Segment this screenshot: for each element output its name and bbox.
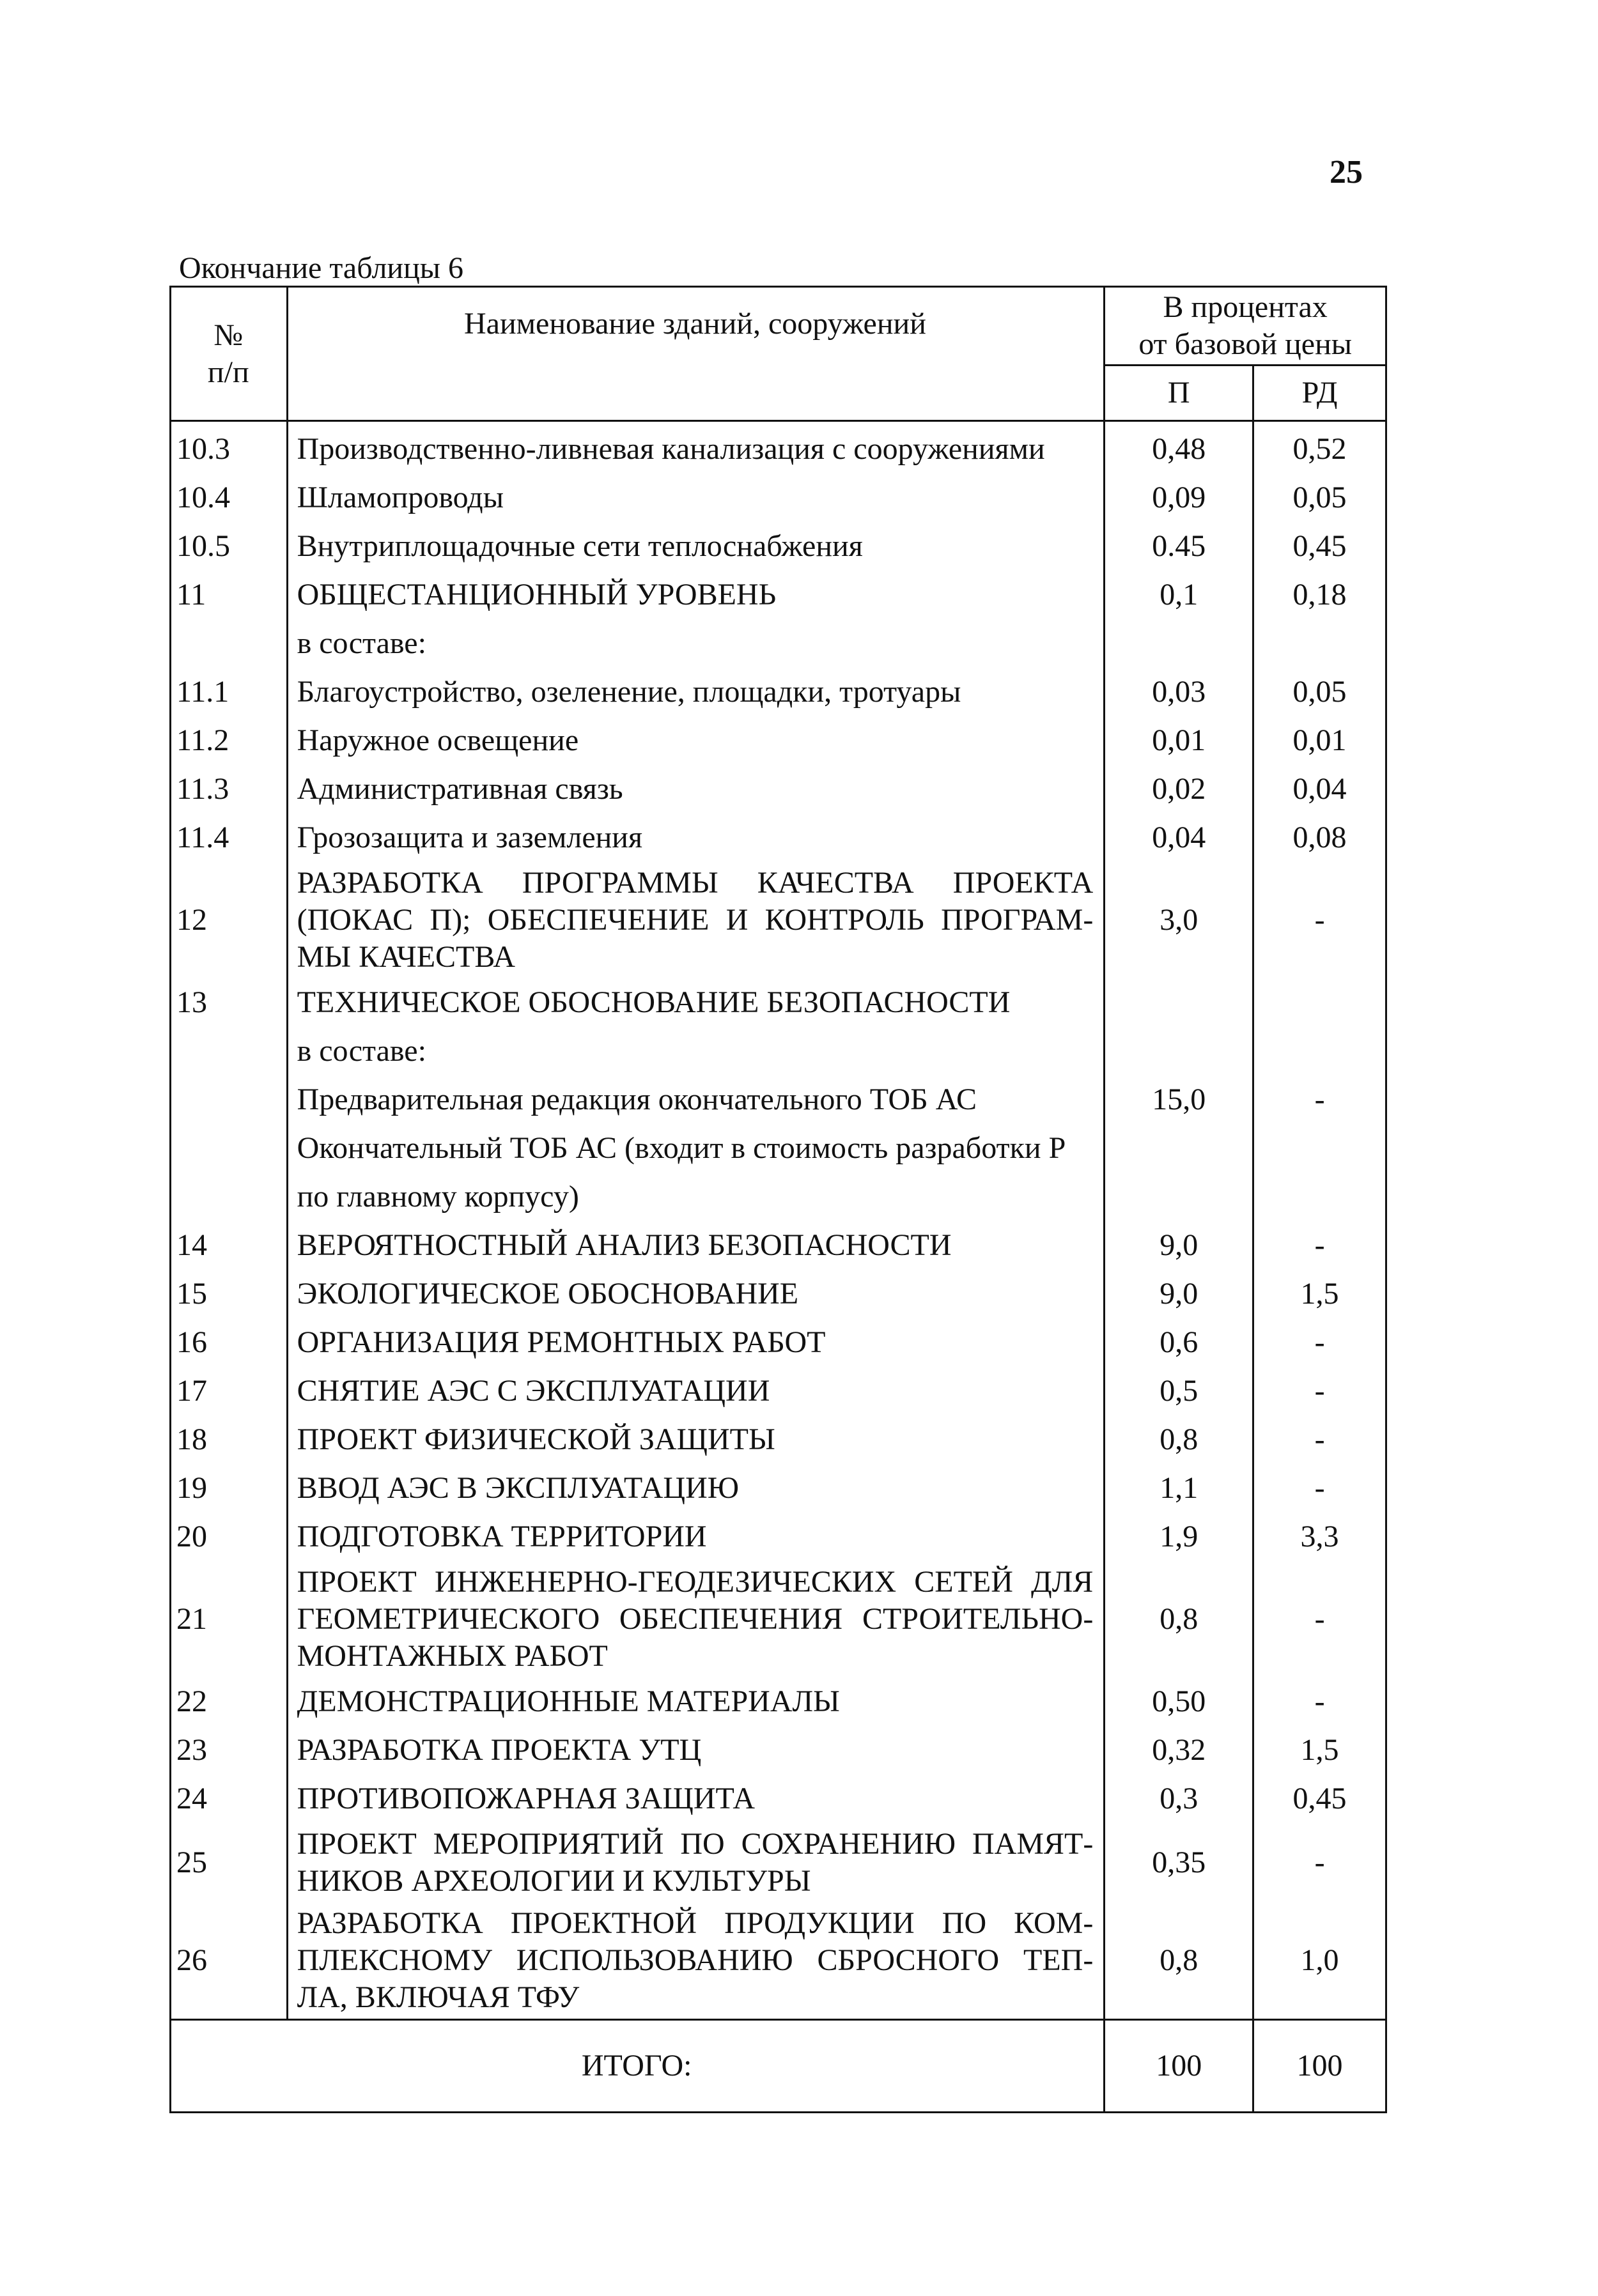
table-row (171, 668, 1386, 716)
row-name: Предварительная редакция окончательного ТОБ АС (287, 1075, 1105, 1124)
row-value-p (1105, 1173, 1253, 1221)
table-row (171, 765, 1386, 813)
table-row (171, 1221, 1386, 1270)
row-value-rd: 1,0 (1300, 1943, 1339, 1977)
table-body (171, 421, 1386, 2020)
row-value-p: 0,6 (1105, 1318, 1253, 1367)
row-value-p: 9,0 (1105, 1270, 1253, 1318)
table-row (171, 1677, 1386, 1726)
row-number: 10.3 (171, 421, 288, 474)
row-value-rd (1253, 1027, 1386, 1075)
row-name: Производственно-ливневая канализация с сооружениями (287, 421, 1105, 474)
row-name: ПРОЕКТ ФИЗИЧЕСКОЙ ЗАЩИТЫ (287, 1415, 1105, 1464)
table-row (171, 862, 1386, 978)
row-value-rd: 0,05 (1292, 481, 1347, 514)
table-row (171, 1270, 1386, 1318)
row-name: Наружное освещение (287, 716, 1105, 765)
row-name: в составе: (287, 1027, 1105, 1075)
row-value-p (1105, 1027, 1253, 1075)
row-number (171, 1027, 288, 1075)
row-value-rd: - (1314, 1325, 1325, 1359)
row-name: по главному корпусу) (287, 1173, 1105, 1221)
row-number: 19 (171, 1464, 288, 1513)
row-name: ПРОТИВОПОЖАРНАЯ ЗАЩИТА (287, 1775, 1105, 1823)
row-name: СНЯТИЕ АЭС С ЭКСПЛУАТАЦИИ (287, 1367, 1105, 1415)
row-number: 15 (171, 1270, 288, 1318)
row-value-rd: - (1314, 1083, 1325, 1116)
table-row (171, 1902, 1386, 2020)
row-value-p: 9,0 (1105, 1221, 1253, 1270)
row-name: ВВОД АЭС В ЭКСПЛУАТАЦИЮ (287, 1464, 1105, 1513)
table-row (171, 1173, 1386, 1221)
table-caption: Окончание таблицы 6 (179, 251, 464, 285)
row-name: ПРОЕКТ ИНЖЕНЕРНО-ГЕОДЕЗИЧЕСКИХ СЕТЕЙ ДЛЯ ГЕОМЕТРИЧЕСКОГО ОБЕСПЕЧЕНИЯ СТРОИТЕЛЬНО-МОНТАЖНЫХ РАБОТ (287, 1561, 1105, 1677)
row-name: Шламопроводы (287, 474, 1105, 522)
table-row (171, 1415, 1386, 1464)
row-name: ТЕХНИЧЕСКОЕ ОБОСНОВАНИЕ БЕЗОПАСНОСТИ (287, 978, 1105, 1027)
row-name: РАЗРАБОТКА ПРОЕКТНОЙ ПРОДУКЦИИ ПО КОМ-ПЛЕКСНОМУ ИСПОЛЬЗОВАНИЮ СБРОСНОГО ТЕП-ЛА, ВКЛЮЧАЯ ТФУ (287, 1902, 1105, 2020)
total-label: ИТОГО: (171, 2020, 1105, 2113)
row-name: Внутриплощадочные сети теплоснабжения (287, 522, 1105, 571)
row-number: 13 (171, 978, 288, 1027)
page-number: 25 (1330, 154, 1363, 190)
table-row (171, 978, 1386, 1027)
row-value-rd: - (1314, 1602, 1325, 1636)
row-number: 20 (171, 1513, 288, 1561)
table-row (171, 1318, 1386, 1367)
row-value-p: 0,8 (1105, 1415, 1253, 1464)
table-row (171, 474, 1386, 522)
header-percent (1105, 287, 1386, 366)
row-value-p: 0.45 (1105, 522, 1253, 571)
row-name: РАЗРАБОТКА ПРОГРАММЫ КАЧЕСТВА ПРОЕКТА (ПОКАС П); ОБЕСПЕЧЕНИЕ И КОНТРОЛЬ ПРОГРАМ-МЫ КАЧЕСТВА (287, 862, 1105, 978)
table-row (171, 1823, 1386, 1902)
row-value-rd: 0,45 (1292, 529, 1347, 563)
table-row (171, 1464, 1386, 1513)
table-row (171, 1124, 1386, 1173)
row-number: 21 (171, 1561, 288, 1677)
table-row (171, 522, 1386, 571)
row-value-rd: - (1314, 1374, 1325, 1408)
row-value-rd: 0,52 (1253, 421, 1386, 474)
table-row (171, 1075, 1386, 1124)
table-row (171, 1561, 1386, 1677)
row-value-rd: - (1314, 1422, 1325, 1456)
row-value-rd: 1,5 (1300, 1277, 1339, 1311)
row-number: 18 (171, 1415, 288, 1464)
table-row (171, 1513, 1386, 1561)
table-row (171, 421, 1386, 474)
row-name: ОРГАНИЗАЦИЯ РЕМОНТНЫХ РАБОТ (287, 1318, 1105, 1367)
row-name: Административная связь (287, 765, 1105, 813)
row-value-p: 0,1 (1105, 571, 1253, 619)
row-value-rd: 3,3 (1300, 1520, 1339, 1553)
header-col-p: П (1105, 366, 1253, 421)
table-row (171, 1775, 1386, 1823)
table-row (171, 716, 1386, 765)
row-value-rd (1253, 1124, 1386, 1173)
row-value-p: 0,03 (1105, 668, 1253, 716)
row-number: 23 (171, 1726, 288, 1775)
header-percent-line2: от базовой цены (1138, 327, 1353, 361)
row-value-rd: - (1314, 903, 1325, 937)
row-value-p: 0,5 (1105, 1367, 1253, 1415)
row-value-rd: 0,05 (1292, 675, 1347, 709)
table-row (171, 1726, 1386, 1775)
row-number: 11.4 (171, 813, 288, 862)
table-row (171, 813, 1386, 862)
row-value-p (1105, 619, 1253, 668)
row-number: 25 (171, 1823, 288, 1902)
row-value-p: 0,3 (1105, 1775, 1253, 1823)
row-value-p: 0,02 (1105, 765, 1253, 813)
row-value-p: 3,0 (1105, 862, 1253, 978)
header-number-symbol: № (213, 318, 244, 352)
total-rd: 100 (1253, 2020, 1386, 2113)
total-row (171, 2020, 1386, 2113)
row-number: 17 (171, 1367, 288, 1415)
row-value-p: 0,09 (1105, 474, 1253, 522)
row-name: Окончательный ТОБ АС (входит в стоимость разработки Р (287, 1124, 1105, 1173)
row-value-rd: 1,5 (1300, 1733, 1339, 1767)
row-value-p (1105, 1124, 1253, 1173)
table-row (171, 571, 1386, 619)
row-value-p: 0,8 (1105, 1902, 1253, 2020)
table-row (171, 1027, 1386, 1075)
cost-table (169, 286, 1387, 2113)
row-number: 14 (171, 1221, 288, 1270)
header-name: Наименование зданий, сооружений (287, 287, 1105, 421)
row-name: ДЕМОНСТРАЦИОННЫЕ МАТЕРИАЛЫ (287, 1677, 1105, 1726)
row-value-rd: - (1314, 1845, 1325, 1879)
row-value-rd (1253, 978, 1386, 1027)
row-value-rd: - (1314, 1684, 1325, 1718)
row-number: 11.3 (171, 765, 288, 813)
total-p: 100 (1105, 2020, 1253, 2113)
row-number: 26 (171, 1902, 288, 2020)
row-number: 11.2 (171, 716, 288, 765)
row-number: 24 (171, 1775, 288, 1823)
row-number: 10.4 (171, 474, 288, 522)
row-value-rd (1253, 1173, 1386, 1221)
row-value-rd: 0,01 (1292, 723, 1347, 757)
row-name: ОБЩЕСТАНЦИОННЫЙ УРОВЕНЬ (287, 571, 1105, 619)
row-value-rd (1253, 619, 1386, 668)
row-value-p (1105, 978, 1253, 1027)
table-row (171, 619, 1386, 668)
row-value-rd: 0,18 (1292, 578, 1347, 612)
row-name: ВЕРОЯТНОСТНЫЙ АНАЛИЗ БЕЗОПАСНОСТИ (287, 1221, 1105, 1270)
table-row (171, 1367, 1386, 1415)
row-name: РАЗРАБОТКА ПРОЕКТА УТЦ (287, 1726, 1105, 1775)
header-number (171, 287, 288, 421)
row-value-rd: 0,04 (1292, 772, 1347, 806)
row-number: 10.5 (171, 522, 288, 571)
header-number-abbr: п/п (207, 355, 249, 389)
row-value-p: 0,01 (1105, 716, 1253, 765)
row-name: ПРОЕКТ МЕРОПРИЯТИЙ ПО СОХРАНЕНИЮ ПАМЯТ-НИКОВ АРХЕОЛОГИИ И КУЛЬТУРЫ (287, 1823, 1105, 1902)
row-value-p: 0,35 (1105, 1823, 1253, 1902)
row-value-p: 0,8 (1105, 1561, 1253, 1677)
row-value-rd: - (1314, 1228, 1325, 1262)
row-value-p: 0,04 (1105, 813, 1253, 862)
row-number: 11.1 (171, 668, 288, 716)
row-value-p: 0,48 (1105, 421, 1253, 474)
row-value-rd: - (1314, 1471, 1325, 1505)
row-name: Грозозащита и заземления (287, 813, 1105, 862)
row-name: Благоустройство, озеленение, площадки, тротуары (287, 668, 1105, 716)
row-value-p: 15,0 (1105, 1075, 1253, 1124)
row-number (171, 1075, 288, 1124)
row-value-rd: 0,08 (1292, 821, 1347, 854)
row-number: 11 (171, 571, 288, 619)
row-number (171, 1173, 288, 1221)
row-number: 12 (171, 862, 288, 978)
row-number: 16 (171, 1318, 288, 1367)
row-value-rd: 0,45 (1292, 1782, 1347, 1815)
row-value-p: 1,1 (1105, 1464, 1253, 1513)
header-col-rd: РД (1253, 366, 1386, 421)
header-percent-line1: В процентах (1163, 290, 1328, 324)
row-value-p: 0,32 (1105, 1726, 1253, 1775)
row-number: 22 (171, 1677, 288, 1726)
row-name: ПОДГОТОВКА ТЕРРИТОРИИ (287, 1513, 1105, 1561)
row-value-p: 1,9 (1105, 1513, 1253, 1561)
row-value-p: 0,50 (1105, 1677, 1253, 1726)
row-name: в составе: (287, 619, 1105, 668)
row-number (171, 1124, 288, 1173)
row-name: ЭКОЛОГИЧЕСКОЕ ОБОСНОВАНИЕ (287, 1270, 1105, 1318)
row-number (171, 619, 288, 668)
